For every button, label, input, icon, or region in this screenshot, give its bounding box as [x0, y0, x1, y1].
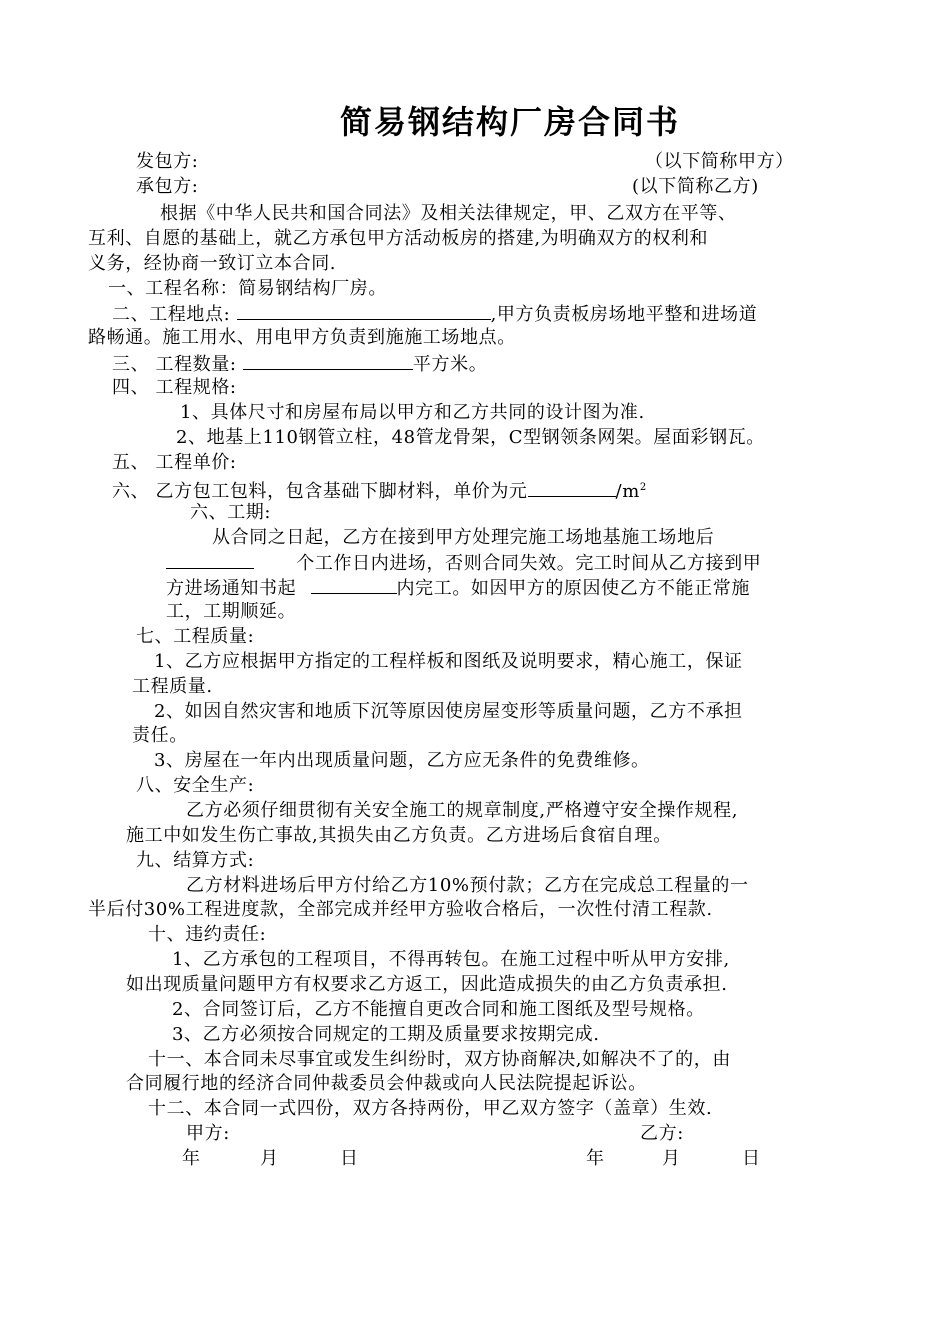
section-7-label: 七、工程质量: — [136, 626, 255, 647]
section-8-line-1: 乙方必须仔细贯彻有关安全施工的规章制度,严格遵守安全操作规程, — [186, 800, 739, 821]
section-7-line-5: 3、房屋在一年内出现质量问题，乙方应无条件的免费维修。 — [154, 750, 650, 771]
section-5-label: 五、 工程单价: — [112, 452, 237, 473]
section-4-label: 四、 工程规格: — [112, 377, 237, 398]
section-10-line-3: 2、合同签订后，乙方不能擅自更改合同和施工图纸及型号规格。 — [172, 999, 705, 1020]
section-6b-line-4: 工，工期顺延。 — [166, 601, 297, 622]
section-1-project-name: 一、工程名称：简易钢结构厂房。 — [108, 278, 387, 299]
section-10-label: 十、违约责任: — [148, 924, 267, 945]
section-7-line-4: 责任。 — [132, 725, 188, 746]
date-a-day: 日 — [340, 1148, 359, 1169]
days-blank — [166, 550, 254, 569]
intro-line-3: 义务，经协商一致订立本合同. — [88, 253, 337, 274]
section-7-line-3: 2、如因自然灾害和地质下沉等原因使房屋变形等质量问题，乙方不承担 — [154, 701, 743, 722]
section-2-location — [112, 301, 757, 327]
section-6b-line-3-b: 内完工。如因甲方的原因使乙方不能正常施 — [396, 578, 750, 599]
party-a-alias: （以下简称甲方） — [645, 151, 794, 172]
section-3-unit: 平方米。 — [412, 354, 488, 375]
section-6b-label: 六、工期: — [190, 502, 272, 523]
date-b-year: 年 — [586, 1148, 605, 1169]
section-6b-line-1: 从合同之日起，乙方在接到甲方处理完施工场地基施工场地后 — [212, 527, 715, 548]
section-6b-line-3-a: 方进场通知书起 — [166, 578, 297, 599]
signature-party-b: 乙方: — [640, 1123, 684, 1144]
date-a-year: 年 — [182, 1148, 201, 1169]
section-8-line-2: 施工中如发生伤亡事故,其损失由乙方负责。乙方进场后食宿自理。 — [126, 825, 672, 846]
section-2-label: 二、工程地点: — [112, 304, 231, 325]
section-7-line-1: 1、乙方应根据甲方指定的工程样板和图纸及说明要求，精心施工，保证 — [154, 651, 743, 672]
section-6-unit: /m — [615, 481, 640, 502]
completion-blank — [311, 575, 397, 594]
section-9-line-2: 半后付30%工程进度款，全部完成并经甲方验收合格后，一次性付清工程款. — [88, 899, 713, 920]
section-6-unit-price — [112, 476, 647, 504]
section-6-unit-sup: 2 — [639, 482, 647, 493]
section-4-item-2: 2、地基上110钢管立柱，48管龙骨架，C型钢领条网架。屋面彩钢瓦。 — [176, 427, 765, 448]
party-b-label: 承包方: — [136, 176, 199, 197]
party-a-label: 发包方: — [136, 151, 199, 172]
section-11-line-1: 十一、本合同未尽事宜或发生纠纷时，双方协商解决,如解决不了的，由 — [148, 1049, 731, 1070]
section-9-line-1: 乙方材料进场后甲方付给乙方10%预付款；乙方在完成总工程量的一 — [186, 875, 749, 896]
document-title: 简易钢结构厂房合同书 — [339, 103, 680, 141]
section-8-label: 八、安全生产: — [136, 775, 255, 796]
section-6b-line-2-text: 个工作日内进场，否则合同失效。完工时间从乙方接到甲 — [296, 553, 762, 574]
intro-line-1: 根据《中华人民共和国合同法》及相关法律规定，甲、乙双方在平等、 — [160, 203, 737, 224]
section-9-label: 九、结算方式: — [136, 850, 255, 871]
signature-party-a: 甲方: — [186, 1123, 230, 1144]
section-12: 十二、本合同一式四份，双方各持两份，甲乙双方签字（盖章）生效. — [148, 1098, 713, 1119]
section-10-line-2: 如出现质量问题甲方有权要求乙方返工，因此造成损失的由乙方负责承担. — [126, 974, 728, 995]
section-10-line-1: 1、乙方承包的工程项目，不得再转包。在施工过程中听从甲方安排, — [172, 949, 730, 970]
date-a-month: 月 — [260, 1148, 279, 1169]
section-2-line-2: 路畅通。施工用水、用电甲方负责到施施工场地点。 — [88, 327, 516, 348]
section-3-label: 三、 工程数量: — [112, 354, 237, 375]
quantity-blank — [243, 351, 413, 370]
intro-line-2: 互利、自愿的基础上，就乙方承包甲方活动板房的搭建,为明确双方的权利和 — [88, 228, 709, 249]
section-6b-line-3 — [166, 575, 750, 601]
unit-price-blank — [528, 478, 616, 497]
section-6b-line-2 — [166, 550, 761, 576]
section-3-quantity — [112, 351, 487, 377]
section-4-item-1: 1、具体尺寸和房屋布局以甲方和乙方共同的设计图为准. — [180, 402, 645, 423]
party-b-alias: (以下简称乙方) — [632, 176, 759, 197]
section-6-text: 六、 乙方包工包料，包含基础下脚材料，单价为元 — [112, 481, 528, 502]
location-blank — [237, 301, 491, 320]
section-2-rest: ,甲方负责板房场地平整和进场道 — [490, 304, 758, 325]
section-10-line-4: 3、乙方必须按合同规定的工期及质量要求按期完成. — [172, 1024, 600, 1045]
section-7-line-2: 工程质量. — [132, 676, 213, 697]
section-11-line-2: 合同履行地的经济合同仲裁委员会仲裁或向人民法院提起诉讼。 — [126, 1073, 647, 1094]
date-b-day: 日 — [742, 1148, 761, 1169]
date-b-month: 月 — [662, 1148, 681, 1169]
